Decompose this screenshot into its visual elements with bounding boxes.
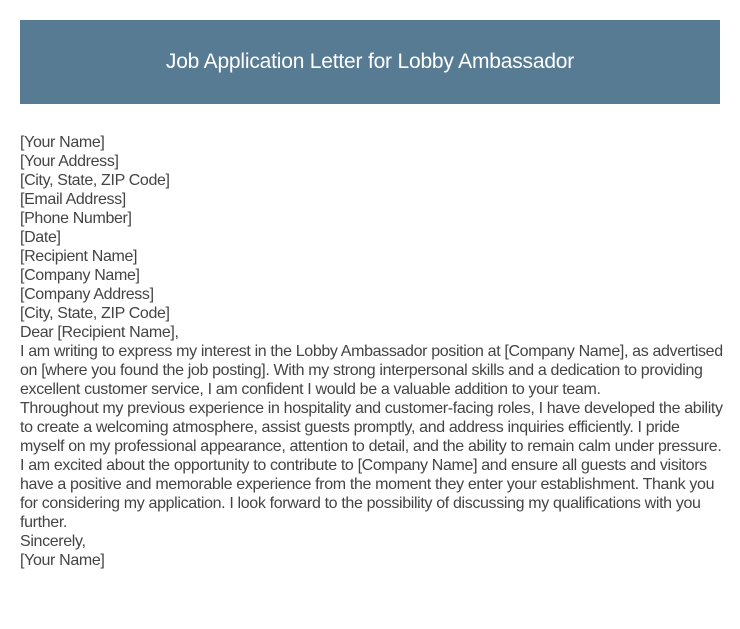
sender-name: [Your Name] <box>20 134 105 151</box>
recipient-name: [Recipient Name] <box>20 248 138 265</box>
sender-city-state-zip: [City, State, ZIP Code] <box>20 172 170 189</box>
paragraph-experience: Throughout my previous experience in hospitality and customer-facing roles, I have developed the ability to create a welcoming atmosphere, assist guests promptly, and address inquiries efficiently. I pride myself on my professional appearance, attention to detail, and the ability to remain calm under pressure. <box>20 400 723 455</box>
paragraph-intro: I am writing to express my interest in the Lobby Ambassador position at [Company Name], as advertised on [where you found the job posting]. With my strong interpersonal skills and a dedication to providing excellent customer service, I am confident I would be a valuable addition to your team. <box>20 343 723 398</box>
recipient-company: [Company Name] <box>20 267 140 284</box>
salutation: Dear [Recipient Name], <box>20 324 179 341</box>
recipient-city-state-zip: [City, State, ZIP Code] <box>20 305 170 322</box>
signature: [Your Name] <box>20 552 105 569</box>
recipient-company-address: [Company Address] <box>20 286 154 303</box>
sender-address: [Your Address] <box>20 153 119 170</box>
sender-phone: [Phone Number] <box>20 210 132 227</box>
page-title: Job Application Letter for Lobby Ambassador <box>165 50 575 73</box>
page-header <box>20 20 720 104</box>
letter-body <box>20 133 725 570</box>
sender-email: [Email Address] <box>20 191 126 208</box>
letter-date: [Date] <box>20 229 61 246</box>
closing: Sincerely, <box>20 533 86 550</box>
paragraph-closing: I am excited about the opportunity to contribute to [Company Name] and ensure all guests and visitors have a positive and memorable experience from the moment they enter your establishment. Thank you for considering my application. I look forward to the possibility of discussing my qualifications with you further. <box>20 457 715 531</box>
